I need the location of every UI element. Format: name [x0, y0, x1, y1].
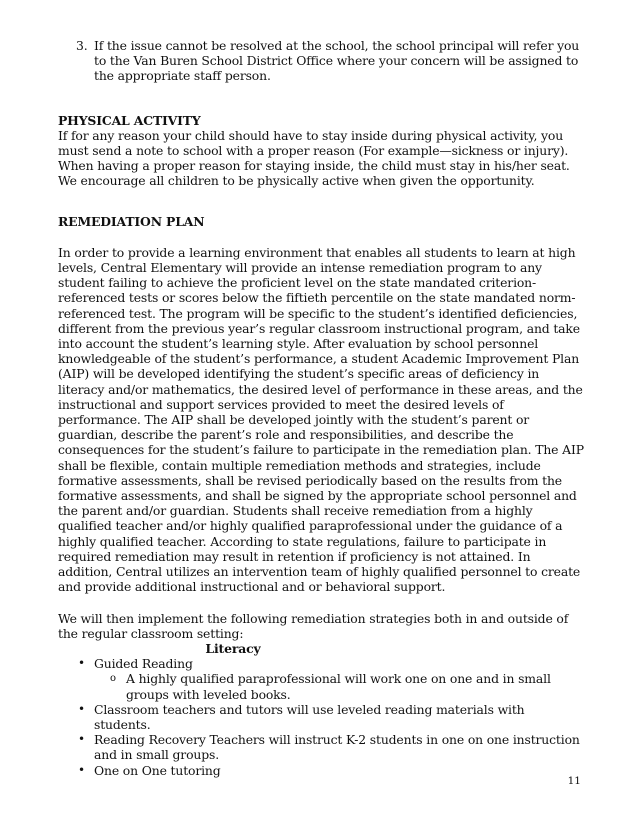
list-item-text: Reading Recovery Teachers will instruct K-2 students in one on one instruction and in small groups.	[94, 732, 580, 763]
document-page	[58, 38, 584, 778]
remediation-plan-heading: REMEDIATION PLAN	[58, 213, 205, 229]
physical-activity-heading: PHYSICAL ACTIVITY	[58, 112, 201, 128]
bullet-icon: •	[78, 656, 85, 671]
physical-activity-text: If for any reason your child should have to stay inside during physical activity, you must send a note to school with a proper reason (For example—sickness or injury). When having a proper reason for staying inside, the child must stay in his/her seat. We encourage all children to be physically active when given the opportunity.	[58, 127, 570, 189]
item-text: If the issue cannot be resolved at the school, the school principal will refer you to the Van Buren School District Office where your concern will be assigned to the appropriate staff person.	[94, 38, 580, 84]
list-item	[78, 732, 584, 762]
list-item-text: Classroom teachers and tutors will use leveled reading materials with students.	[94, 701, 525, 732]
numbered-item-3	[76, 38, 584, 84]
literacy-heading: Literacy	[205, 640, 261, 656]
bullet-icon: •	[78, 732, 85, 747]
bullet-icon: •	[78, 701, 85, 716]
strategy-list	[58, 656, 584, 778]
list-item-text: Guided Reading	[94, 656, 193, 672]
sub-list-item-text: A highly qualified paraprofessional will work one on one and in small groups with leveled books.	[126, 671, 551, 702]
list-item	[78, 702, 584, 732]
bullet-icon: •	[78, 762, 85, 777]
strategies-intro: We will then implement the following remediation strategies both in and outside of the regular classroom setting:	[58, 610, 569, 641]
sub-bullet-icon: o	[110, 673, 116, 685]
page-number: 11	[567, 775, 581, 787]
list-item	[78, 656, 584, 702]
remediation-paragraph: In order to provide a learning environment that enables all students to learn at high levels, Central Elementary will provide an intense remediation program to any student failing to achieve the proficient level on the state mandated criterion-referenced tests or scores below the fiftieth percentile on the state mandated norm-referenced test. The program will be specific to the student’s identified deficiencies, different from the previous year’s regular classroom instructional program, and take into account the student’s learning style. After evaluation by school personnel knowledgeable of the student’s performance, a student Academic Improvement Plan (AIP) will be developed identifying the student’s specific areas of deficiency in literacy and/or mathematics, the desired level of performance in these areas, and the instructional and support services provided to meet the desired levels of performance. The AIP shall be developed jointly with the student’s parent or guardian, describe the parent’s role and responsibilities, and describe the consequences for the student’s failure to participate in the remediation plan. The AIP shall be flexible, contain multiple remediation methods and strategies, include formative assessments, shall be revised periodically based on the results from the formative assessments, and shall be signed by the appropriate school personnel and the parent and/or guardian. Students shall receive remediation from a highly qualified teacher and/or highly qualified paraprofessional under the guidance of a highly qualified teacher. According to state regulations, failure to participate in required remediation may result in retention if proficiency is not attained. In addition, Central utilizes an intervention team of highly qualified personnel to create and provide additional instructional and or behavioral support.	[58, 244, 584, 595]
list-item-text: One on One tutoring	[94, 762, 221, 778]
item-number: 3.	[76, 38, 88, 53]
list-item	[78, 763, 584, 778]
sub-list-item	[110, 671, 584, 701]
